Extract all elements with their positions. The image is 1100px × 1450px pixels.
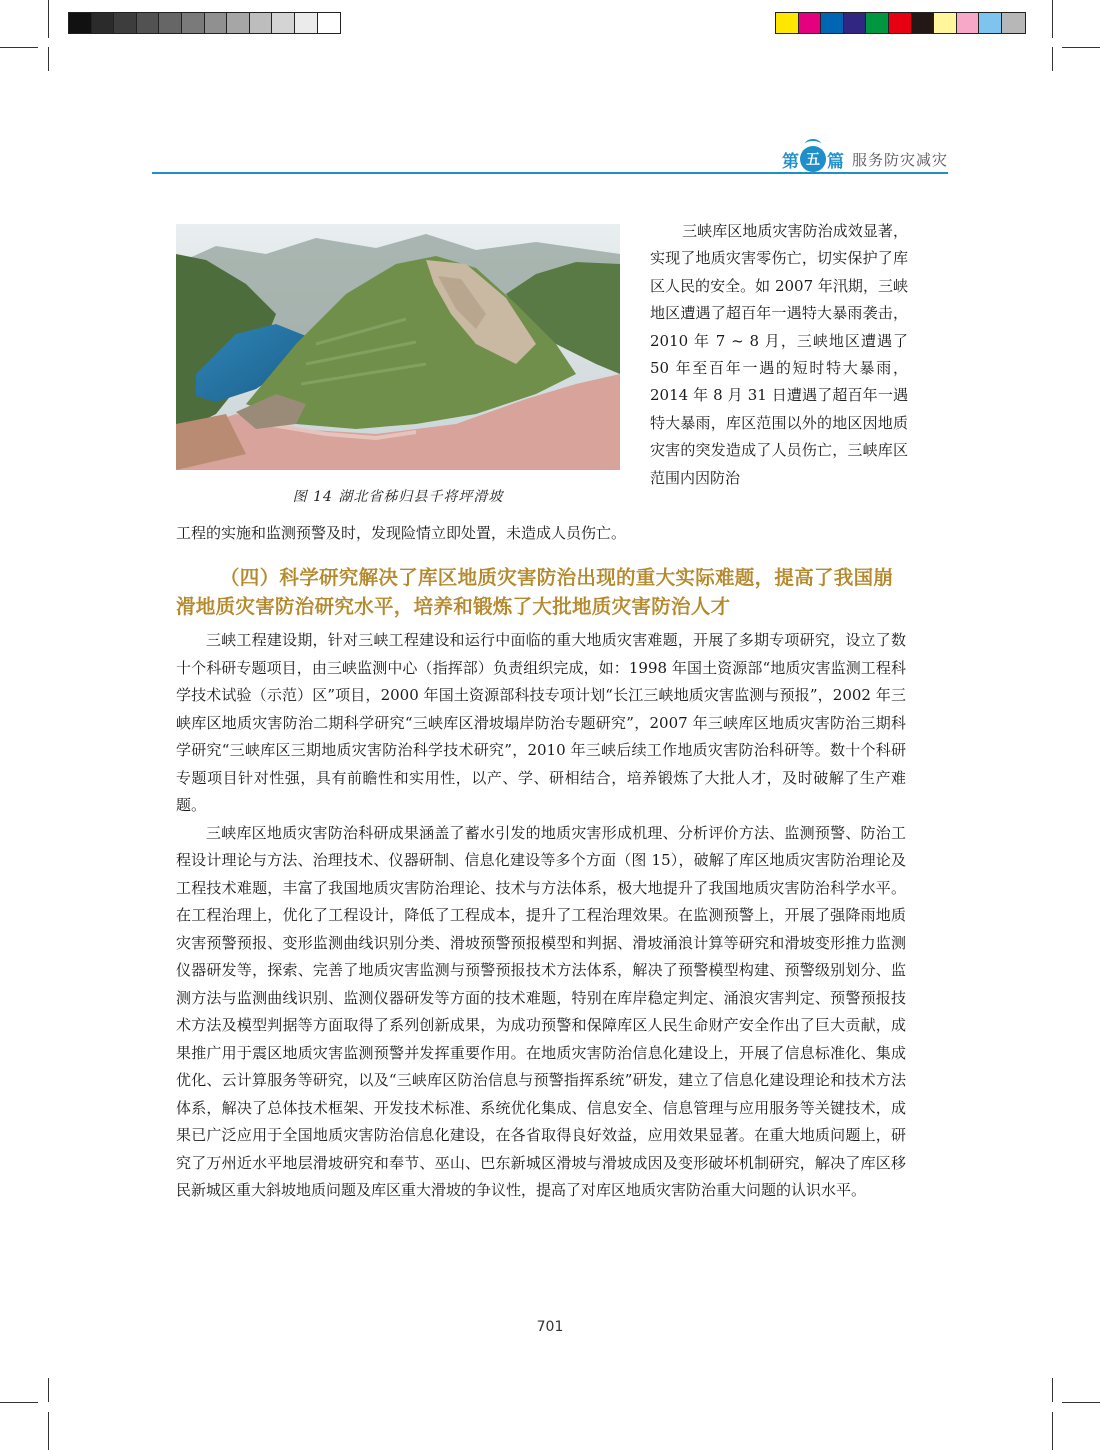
color-swatch xyxy=(844,13,867,33)
part-prefix: 第 xyxy=(781,151,799,172)
crop-mark xyxy=(1052,0,1053,38)
gray-swatch xyxy=(69,13,92,33)
crop-mark xyxy=(1062,47,1100,48)
color-swatch xyxy=(1002,13,1025,33)
wrap-paragraph xyxy=(650,218,908,492)
crop-mark xyxy=(48,1378,49,1402)
landslide-photo xyxy=(176,224,620,470)
figure-14 xyxy=(176,224,620,506)
gray-swatch xyxy=(318,13,341,33)
crop-mark xyxy=(1052,1412,1053,1450)
color-swatch xyxy=(912,13,935,33)
gray-swatch xyxy=(250,13,273,33)
gray-swatch xyxy=(205,13,228,33)
part-title: 服务防灾减灾 xyxy=(851,150,948,169)
body-text xyxy=(176,627,906,1205)
crop-mark xyxy=(1062,1402,1100,1403)
gray-calibration-bar xyxy=(68,12,341,34)
page-number: 701 xyxy=(536,1319,564,1335)
crop-mark xyxy=(48,1412,49,1450)
color-swatch xyxy=(889,13,912,33)
gray-swatch xyxy=(182,13,205,33)
paragraph: 三峡库区地质灾害防治科研成果涵盖了蓄水引发的地质灾害形成机理、分析评价方法、监测预警、防治工程设计理论与方法、治理技术、仪器研制、信息化建设等多个方面（图 15），破解了库区地质灾害防治理论及工程技术难题，丰富了我国地质灾害防治理论、技术与方法体系，极大地提升了我国地质灾害防治科学水平。在工程治理上，优化了工程设计，降低了工程成本，提升了工程治理效果。在监测预警上，开展了强降雨地质灾害预警预报、变形监测曲线识别分类、滑坡预警预报模型和判据、滑坡涌浪计算等研究和滑坡变形推力监测仪器研发等，探索、完善了地质灾害监测与预警预报技术方法体系，解决了预警模型构建、预警级别划分、监测方法与监测曲线识别、监测仪器研发等方面的技术难题，特别在库岸稳定判定、涌浪灾害判定、预警预报技术方法及模型判据等方面取得了系列创新成果，为成功预警和保障库区人民生命财产安全作出了巨大贡献，成果推广用于震区地质灾害监测预警并发挥重要作用。在地质灾害防治信息化建设上，开展了信息标准化、集成优化、云计算服务等研究，以及“三峡库区防治信息与预警指挥系统”研发，建立了信息化建设理论和技术方法体系，解决了总体技术框架、开发技术标准、系统优化集成、信息安全、信息管理与应用服务等关键技术，成果已广泛应用于全国地质灾害防治信息化建设，在各省取得良好效益，应用效果显著。在重大地质问题上，研究了万州近水平地层滑坡研究和奉节、巫山、巴东新城区滑坡与滑坡成因及变形破坏机制研究，解决了库区移民新城区重大斜坡地质问题及库区重大滑坡的争议性，提高了对库区地质灾害防治重大问题的认识水平。 xyxy=(176,823,906,1199)
crop-mark xyxy=(1052,47,1053,71)
color-swatch xyxy=(866,13,889,33)
wrap-paragraph-text: 三峡库区地质灾害防治成效显著，实现了地质灾害零伤亡，切实保护了库区人民的安全。如 2007 年汛期，三峡地区遭遇了超百年一遇特大暴雨袭击，2010 年 7 ~ 8 月，三峡地区遭遇了 50 年至百年一遇的短时特大暴雨，2014 年 8 月 31 日遭遇了超百年一遇特大暴雨，库区范围以外的地区因地质灾害的突发造成了人员伤亡，三峡库区范围内因防治 xyxy=(650,222,908,487)
figure-caption: 图 14 湖北省秭归县千将坪滑坡 xyxy=(292,489,504,505)
part-suffix: 篇 xyxy=(826,151,844,172)
wrap-continuation: 工程的实施和监测预警及时，发现险情立即处置，未造成人员伤亡。 xyxy=(176,524,627,542)
color-swatch xyxy=(821,13,844,33)
color-swatch xyxy=(957,13,980,33)
crop-mark xyxy=(0,1402,38,1403)
paragraph: 三峡工程建设期，针对三峡工程建设和运行中面临的重大地质灾害难题，开展了多期专项研究，设立了数十个科研专题项目，由三峡监测中心（指挥部）负责组织完成，如：1998 年国土资源部“地质灾害监测工程科学技术试验（示范）区”项目，2000 年国土资源部科技专项计划“长江三峡地质灾害监测与预报”，2002 年三峡库区地质灾害防治二期科学研究“三峡库区滑坡塌岸防治专题研究”，2007 年三峡库区地质灾害防治三期科学研究“三峡库区三期地质灾害防治科学技术研究”，2010 年三峡后续工作地质灾害防治科研等。数十个科研专题项目针对性强，具有前瞻性和实用性，以产、学、研相结合，培养锻炼了大批人才，及时破解了生产难题。 xyxy=(176,631,906,814)
color-swatch xyxy=(799,13,822,33)
color-swatch xyxy=(934,13,957,33)
gray-swatch xyxy=(137,13,160,33)
color-swatch xyxy=(776,13,799,33)
part-number-badge: 五 xyxy=(800,146,826,172)
color-calibration-bar xyxy=(775,12,1026,34)
gray-swatch xyxy=(92,13,115,33)
crop-mark xyxy=(0,47,38,48)
gray-swatch xyxy=(159,13,182,33)
section-heading: （四）科学研究解决了库区地质灾害防治出现的重大实际难题，提高了我国崩滑地质灾害防治研究水平，培养和锻炼了大批地质灾害防治人才 xyxy=(176,566,894,618)
gray-swatch xyxy=(272,13,295,33)
gray-swatch xyxy=(227,13,250,33)
part-label xyxy=(782,146,844,172)
header-rule xyxy=(152,172,948,174)
color-swatch xyxy=(979,13,1002,33)
crop-mark xyxy=(48,0,49,38)
crop-mark xyxy=(48,47,49,71)
crop-mark xyxy=(1052,1378,1053,1402)
gray-swatch xyxy=(295,13,318,33)
running-header xyxy=(782,146,948,172)
gray-swatch xyxy=(114,13,137,33)
